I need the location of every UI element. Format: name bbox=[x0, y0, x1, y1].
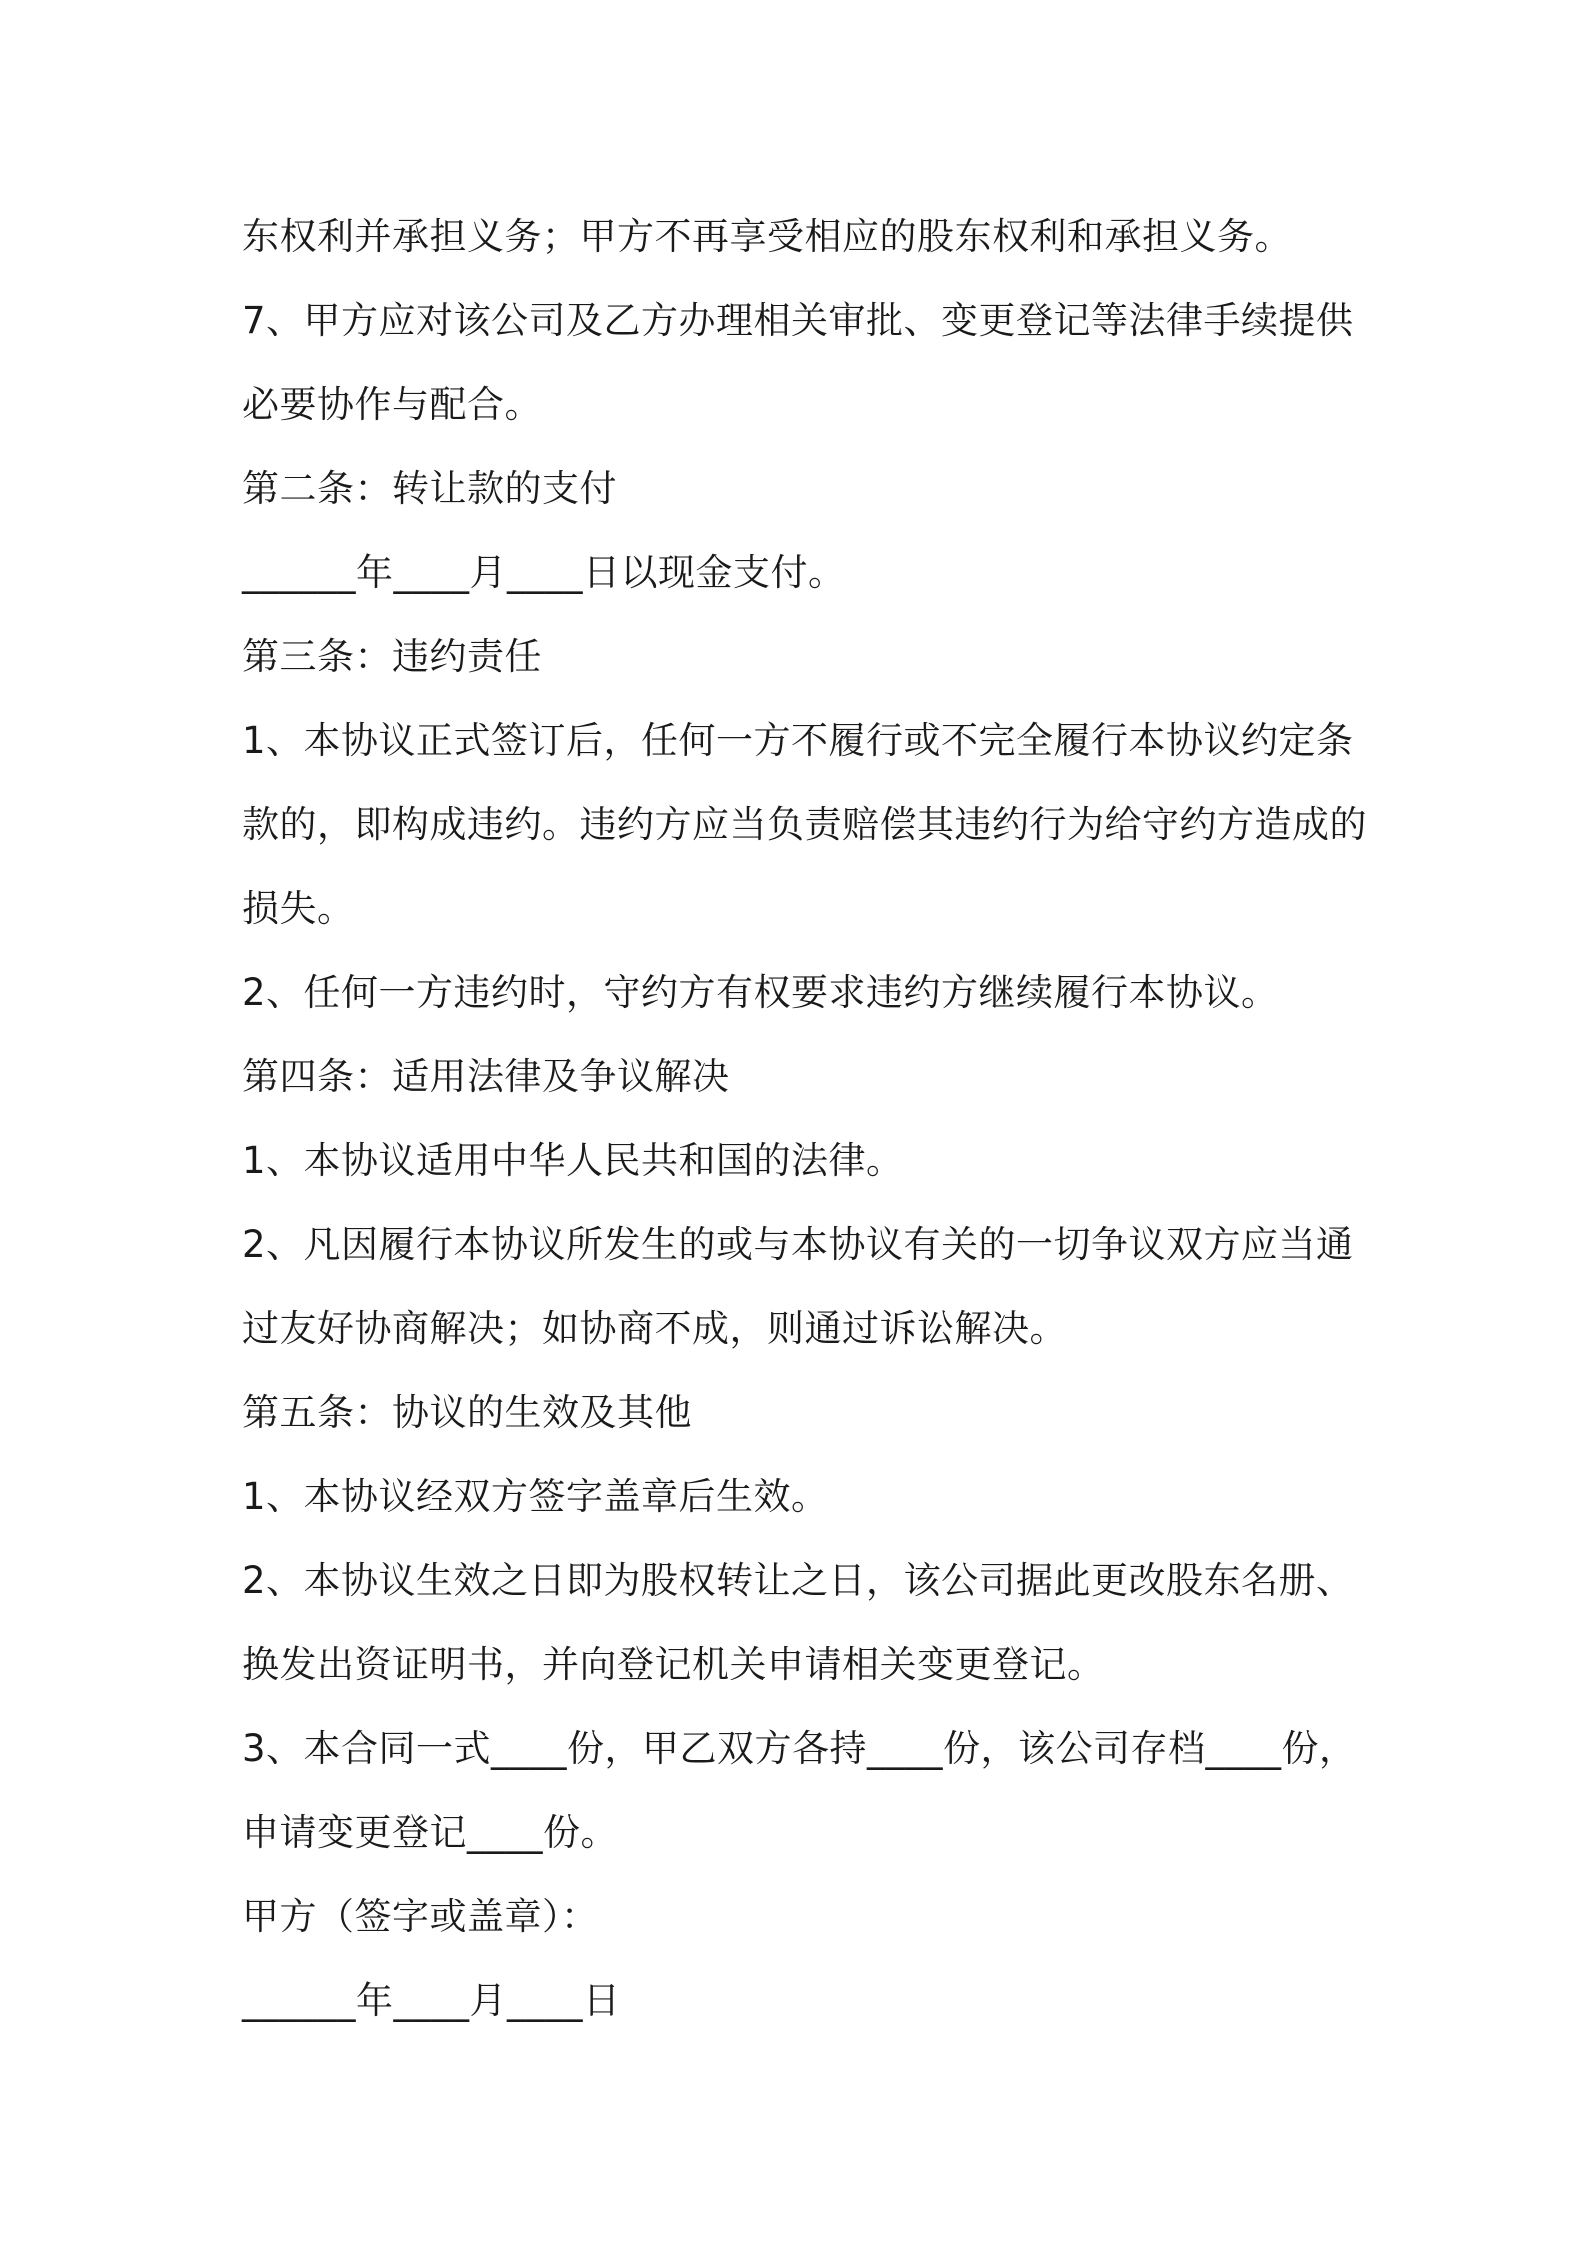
article-3-item-2: 2、任何一方违约时，守约方有权要求违约方继续履行本协议。 bbox=[242, 971, 1279, 1014]
signature-date-line: ______年____月____日 bbox=[242, 1979, 621, 2022]
article-3-item-1-continued: 款的，即构成违约。违约方应当负责赔偿其违约行为给守约方造成的 bbox=[242, 803, 1367, 846]
article-2-heading: 第二条：转让款的支付 bbox=[242, 467, 617, 510]
article-5-heading: 第五条：协议的生效及其他 bbox=[242, 1391, 692, 1434]
text-line-continuation: 东权利并承担义务；甲方不再享受相应的股东权利和承担义务。 bbox=[242, 215, 1292, 258]
document-body bbox=[242, 195, 1367, 2043]
payment-date-line: ______年____月____日以现金支付。 bbox=[242, 551, 846, 594]
article-4-heading: 第四条：适用法律及争议解决 bbox=[242, 1055, 730, 1098]
article-3-item-1: 1、本协议正式签订后，任何一方不履行或不完全履行本协议约定条 bbox=[242, 719, 1354, 762]
article-5-item-3-continued: 申请变更登记____份。 bbox=[242, 1811, 618, 1854]
article-3-item-1-end: 损失。 bbox=[242, 887, 355, 930]
article-5-item-3: 3、本合同一式____份，甲乙双方各持____份，该公司存档____份， bbox=[242, 1727, 1357, 1770]
article-3-heading: 第三条：违约责任 bbox=[242, 635, 542, 678]
clause-7-continued: 必要协作与配合。 bbox=[242, 383, 542, 426]
article-4-item-1: 1、本协议适用中华人民共和国的法律。 bbox=[242, 1139, 904, 1182]
article-4-item-2: 2、凡因履行本协议所发生的或与本协议有关的一切争议双方应当通 bbox=[242, 1223, 1354, 1266]
article-5-item-1: 1、本协议经双方签字盖章后生效。 bbox=[242, 1475, 829, 1518]
clause-7: 7、甲方应对该公司及乙方办理相关审批、变更登记等法律手续提供 bbox=[242, 299, 1354, 342]
article-5-item-2-continued: 换发出资证明书，并向登记机关申请相关变更登记。 bbox=[242, 1643, 1105, 1686]
article-5-item-2: 2、本协议生效之日即为股权转让之日，该公司据此更改股东名册、 bbox=[242, 1559, 1354, 1602]
article-4-item-2-continued: 过友好协商解决；如协商不成，则通过诉讼解决。 bbox=[242, 1307, 1067, 1350]
party-a-signature-label: 甲方（签字或盖章）： bbox=[242, 1895, 599, 1938]
